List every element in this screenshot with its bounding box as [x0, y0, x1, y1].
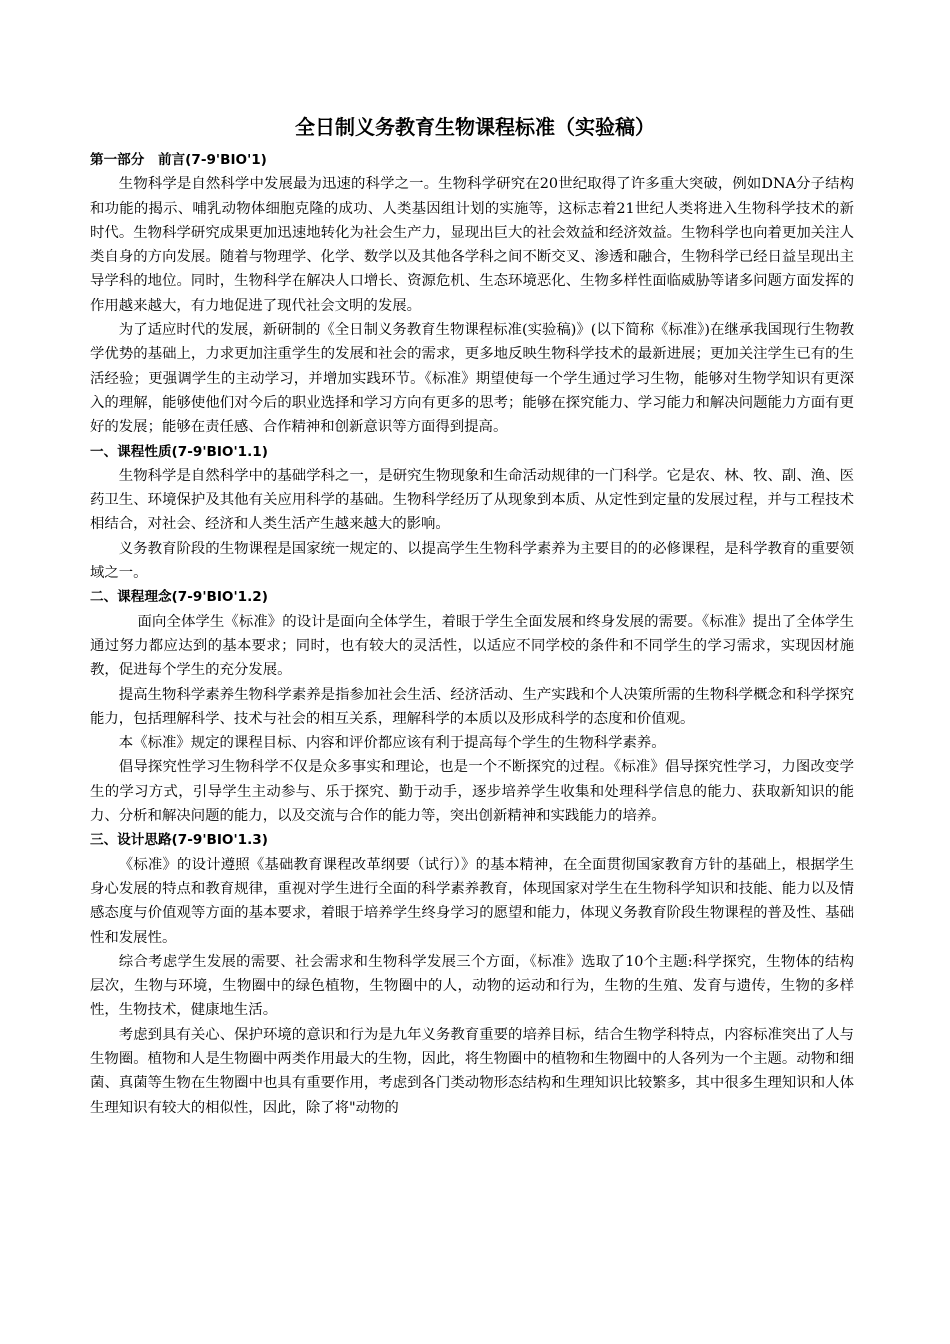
- paragraph: 生物科学是自然科学中发展最为迅速的科学之一。生物科学研究在20世纪取得了许多重大突破，例如DNA分子结构和功能的揭示、哺乳动物体细胞克隆的成功、人类基因组计划的实施等，这标志着21世纪人类将进入生物科学技术的新时代。生物科学研究成果更加迅速地转化为社会生产力，显现出巨大的社会效益和经济效益。生物科学也向着更加关注人类自身的方向发展。随着与物理学、化学、数学以及其他各学科之间不断交叉、渗透和融合，生物科学已经日益呈现出主导学科的地位。同时，生物科学在解决人口增长、资源危机、生态环境恶化、生物多样性面临威胁等诸多问题方面发挥的作用越来越大，有力地促进了现代社会文明的发展。: [90, 176, 854, 314]
- paragraph: 义务教育阶段的生物课程是国家统一规定的、以提高学生生物科学素养为主要目的的必修课程，是科学教育的重要领域之一。: [90, 540, 854, 582]
- paragraph: 本《标准》规定的课程目标、内容和评价都应该有利于提高每个学生的生物科学素养。: [118, 735, 666, 752]
- document-body: [90, 148, 854, 1120]
- paragraph: 生物科学是自然科学中的基础学科之一，是研究生物现象和生命活动规律的一门科学。它是农、林、牧、副、渔、医药卫生、环境保护及其他有关应用科学的基础。生物科学经历了从现象到本质、从定性到定量的发展过程，并与工程技术相结合，对社会、经济和人类生活产生越来越大的影响。: [90, 467, 854, 533]
- section-heading-design-ideas: 三、设计思路(7-9'BIO'1.3): [90, 832, 268, 849]
- section-heading-preface: 第一部分 前言(7-9'BIO'1): [90, 152, 267, 168]
- paragraph: 《标准》的设计遵照《基础教育课程改革纲要（试行）》的基本精神，在全面贯彻国家教育方针的基础上，根据学生身心发展的特点和教育规律，重视对学生进行全面的科学素养教育，体现国家对学生在生物科学知识和技能、能力以及情感态度与价值观等方面的基本要求，着眼于培养学生终身学习的愿望和能力，体现义务教育阶段生物课程的普及性、基础性和发展性。: [90, 856, 854, 946]
- paragraph: 提高生物科学素养生物科学素养是指参加社会生活、经济活动、生产实践和个人决策所需的生物科学概念和科学探究能力，包括理解科学、技术与社会的相互关系，理解科学的本质以及形成科学的态度和价值观。: [90, 686, 854, 727]
- paragraph: 面向全体学生《标准》的设计是面向全体学生，着眼于学生全面发展和终身发展的需要。《标准》提出了全体学生通过努力都应达到的基本要求；同时，也有较大的灵活性，以适应不同学校的条件和不同学生的学习需求，实现因材施教，促进每个学生的充分发展。: [90, 613, 854, 679]
- section-heading-course-nature: 一、课程性质(7-9'BIO'1.1): [90, 443, 268, 460]
- paragraph: 倡导探究性学习生物科学不仅是众多事实和理论，也是一个不断探究的过程。《标准》倡导探究性学习，力图改变学生的学习方式，引导学生主动参与、乐于探究、勤于动手，逐步培养学生收集和处理科学信息的能力、获取新知识的能力、分析和解决问题的能力，以及交流与合作的能力等，突出创新精神和实践能力的培养。: [90, 759, 854, 825]
- paragraph: 综合考虑学生发展的需要、社会需求和生物科学发展三个方面，《标准》选取了10个主题:科学探究，生物体的结构层次，生物与环境，生物圈中的绿色植物，生物圈中的人，动物的运动和行为，生物的生殖、发育与遗传，生物的多样性，生物技术，健康地生活。: [90, 953, 854, 1019]
- document-title: 全日制义务教育生物课程标准（实验稿）: [295, 115, 655, 139]
- section-heading-course-philosophy: 二、课程理念(7-9'BIO'1.2): [90, 589, 268, 606]
- paragraph: 考虑到具有关心、保护环境的意识和行为是九年义务教育重要的培养目标，结合生物学科特点，内容标准突出了人与生物圈。植物和人是生物圈中两类作用最大的生物，因此，将生物圈中的植物和生物圈中的人各列为一个主题。动物和细菌、真菌等生物在生物圈中也具有重要作用，考虑到各门类动物形态结构和生理知识比较繁多，其中很多生理知识和人体生理知识有较大的相似性，因此，除了将"动物的: [90, 1026, 854, 1116]
- paragraph: 为了适应时代的发展，新研制的《全日制义务教育生物课程标准(实验稿)》(以下简称《标准》)在继承我国现行生物教学优势的基础上，力求更加注重学生的发展和社会的需求，更多地反映生物科学技术的最新进展；更加关注学生已有的生活经验；更强调学生的主动学习，并增加实践环节。《标准》期望使每一个学生通过学习生物，能够对生物学知识有更深入的理解，能够使他们对今后的职业选择和学习方向有更多的思考；能够在探究能力、学习能力和解决问题能力方面有更好的发展；能够在责任感、合作精神和创新意识等方面得到提高。: [90, 322, 854, 436]
